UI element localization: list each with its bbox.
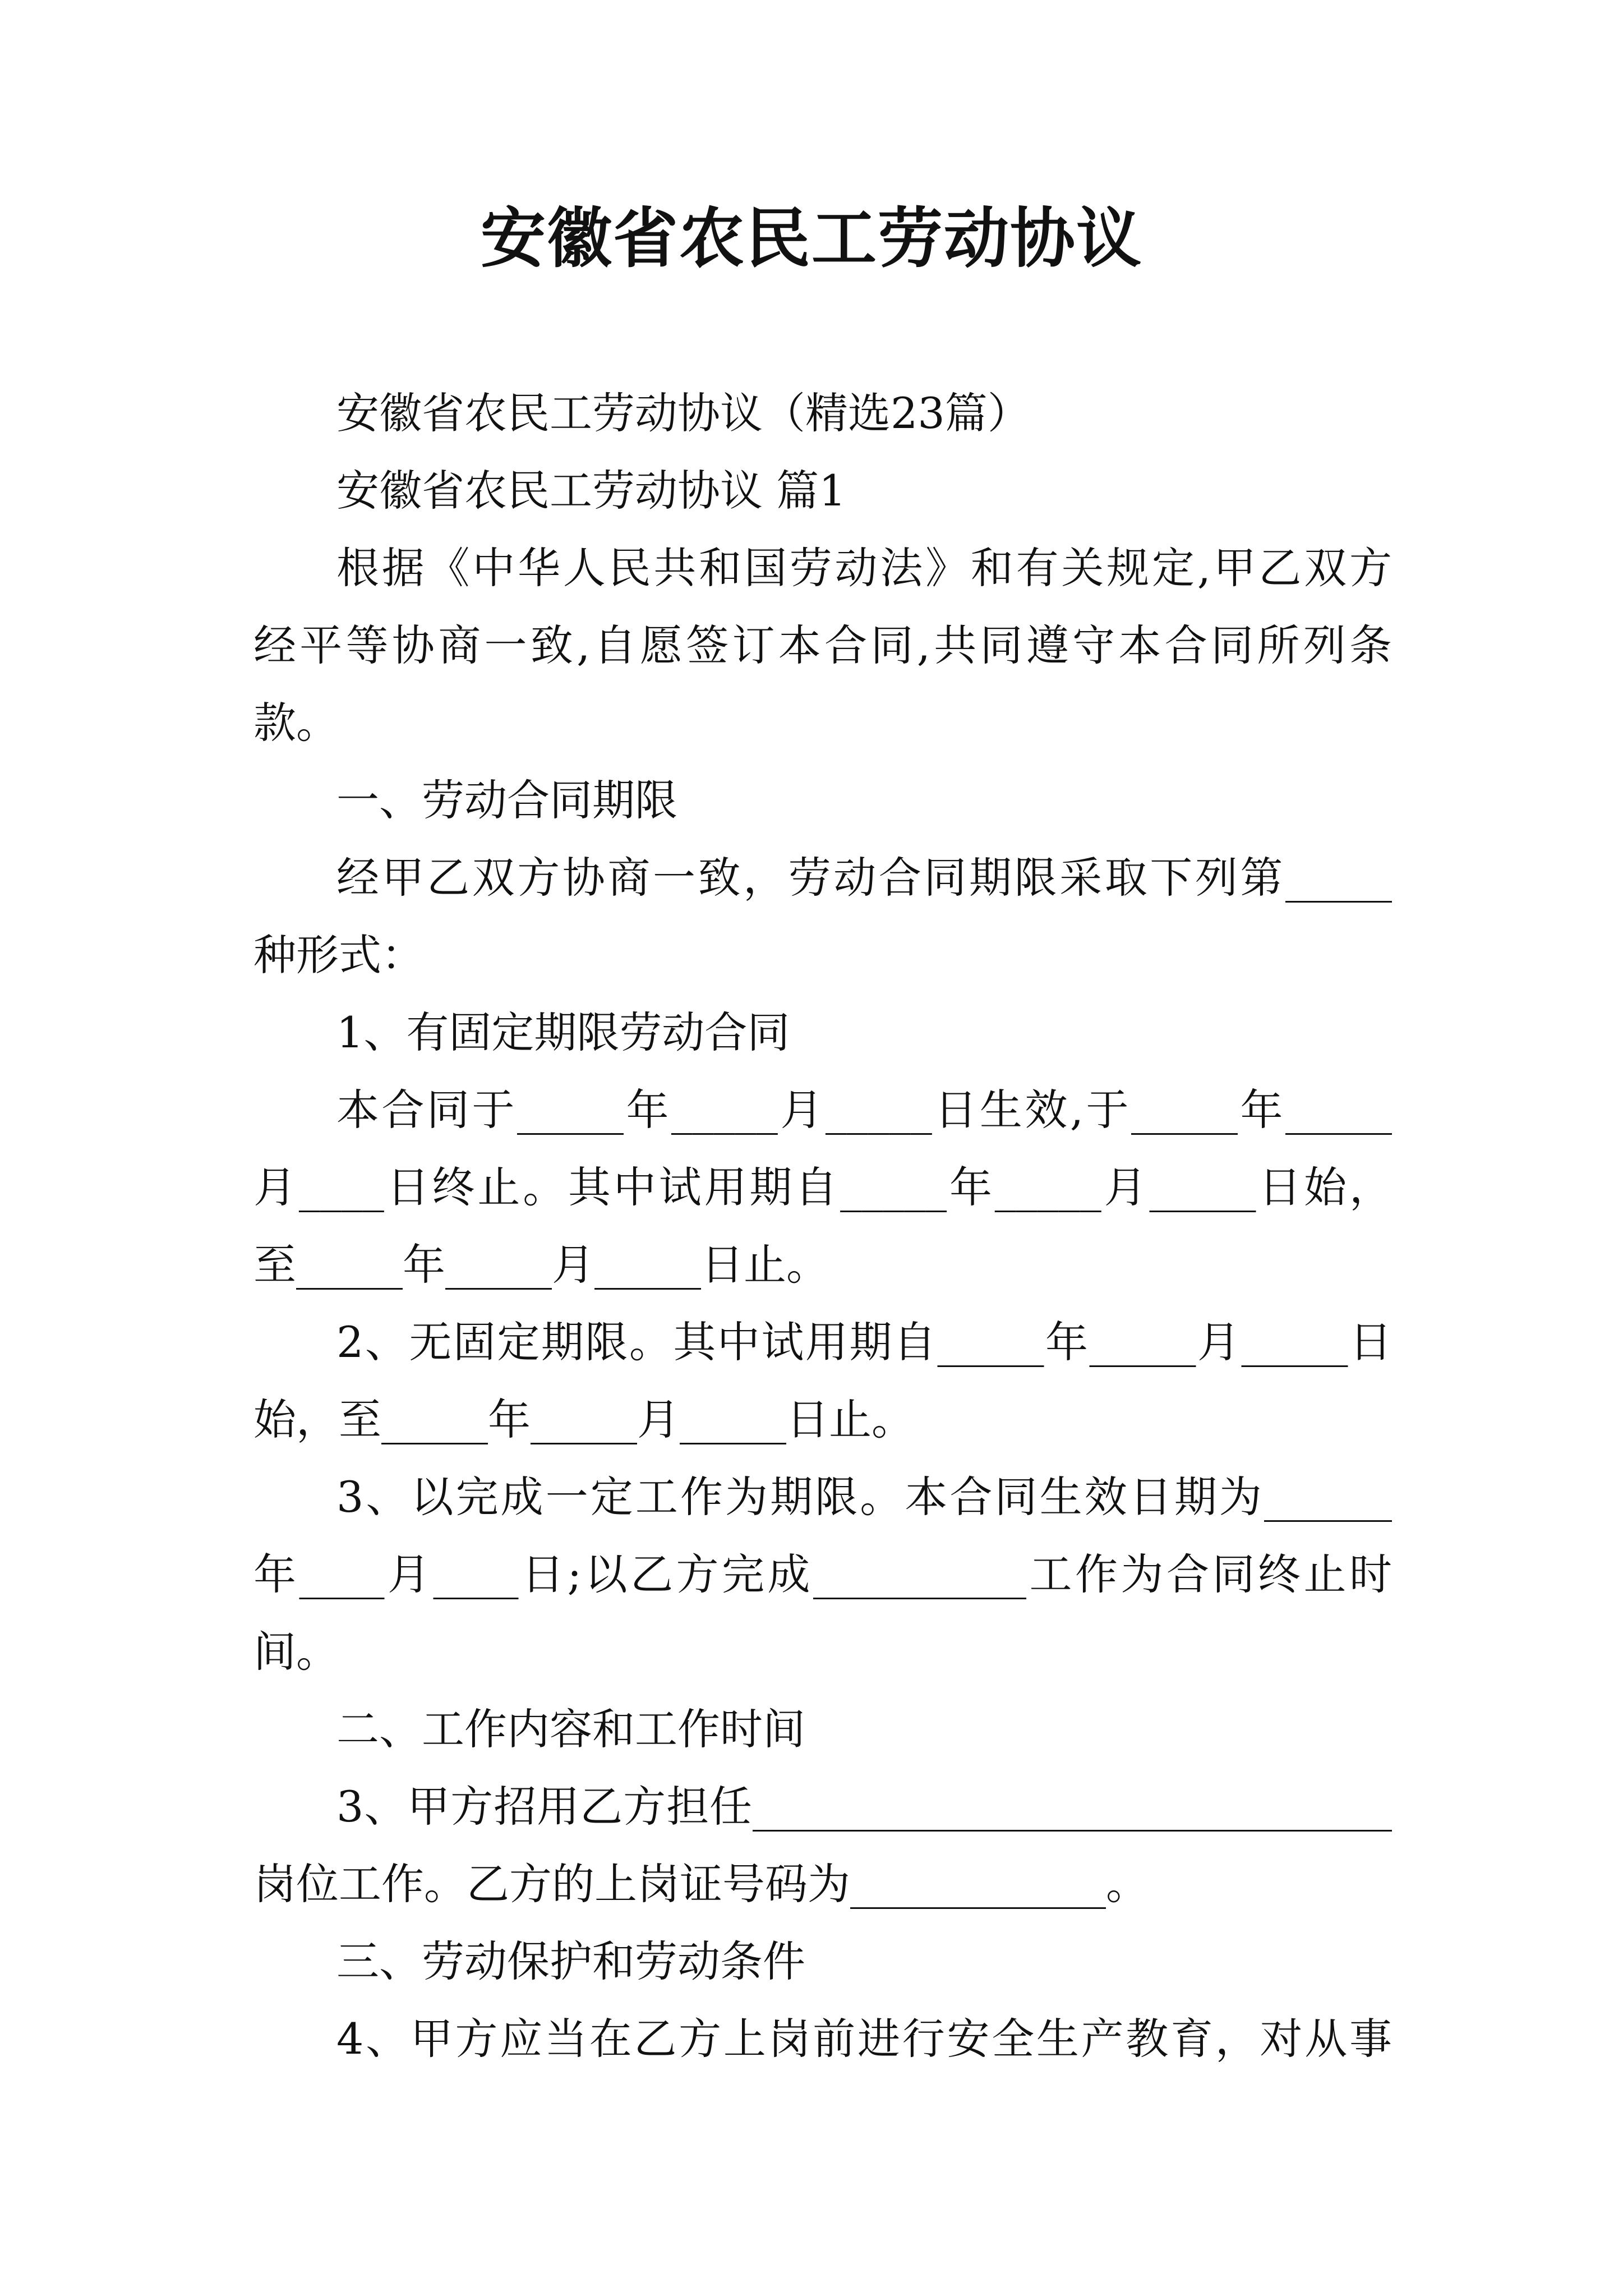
paragraph-line: 经平等协商一致,自愿签订本合同,共同遵守本合同所列条 <box>253 620 1392 670</box>
paragraph-line: 本合同于_____年_____月_____日生效,于_____年_____ <box>336 1085 1392 1135</box>
document-title: 安徽省农民工劳动协议 <box>481 200 1142 277</box>
paragraph-line: 1、有固定期限劳动合同 <box>336 1007 790 1057</box>
clause-heading-line: 三、劳动保护和劳动条件 <box>336 1936 805 1986</box>
paragraph-line: 3、甲方招用乙方担任______________________________ <box>336 1782 1392 1832</box>
document-body <box>253 375 1392 2078</box>
paragraph-line: 3、以完成一定工作为期限。本合同生效日期为______ <box>336 1472 1392 1522</box>
paragraph-line: 根据《中华人民共和国劳动法》和有关规定,甲乙双方 <box>336 543 1392 593</box>
paragraph-line: 间。 <box>253 1627 339 1677</box>
paragraph-line: 经甲乙双方协商一致，劳动合同期限采取下列第_____ <box>336 853 1392 903</box>
paragraph-line: 至_____年_____月_____日止。 <box>253 1240 829 1290</box>
paragraph-line: 岗位工作。乙方的上岗证号码为____________。 <box>253 1859 1149 1909</box>
clause-heading-line: 一、劳动合同期限 <box>336 775 677 825</box>
clause-heading-line: 二、工作内容和工作时间 <box>336 1704 805 1754</box>
paragraph-line: 始，至_____年_____月_____日止。 <box>253 1395 914 1444</box>
paragraph-line: 月____日终止。其中试用期自_____年_____月_____日始， <box>253 1162 1392 1212</box>
paragraph-line: 4、甲方应当在乙方上岗前进行安全生产教育，对从事 <box>336 2014 1392 2064</box>
paragraph-line: 款。 <box>253 698 339 748</box>
paragraph-line: 年____月____日;以乙方完成__________工作为合同终止时 <box>253 1549 1392 1599</box>
subtitle-line: 安徽省农民工劳动协议（精选23篇） <box>336 388 1030 438</box>
section-heading-line: 安徽省农民工劳动协议 篇1 <box>336 466 846 516</box>
paragraph-line: 2、无固定期限。其中试用期自_____年_____月_____日 <box>336 1317 1392 1367</box>
paragraph-line: 种形式： <box>253 930 424 980</box>
